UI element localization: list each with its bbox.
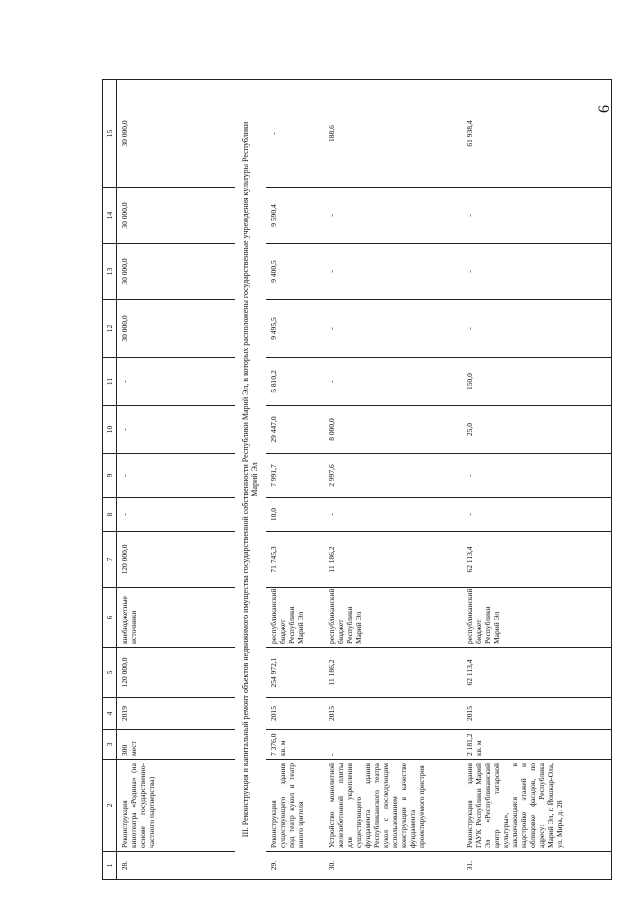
total-cost: 11 186,2 xyxy=(324,648,462,698)
header-cell: 14 xyxy=(103,188,117,244)
year: 2015 xyxy=(462,698,612,730)
value-col8: - xyxy=(462,498,612,532)
header-cell: 9 xyxy=(103,454,117,498)
value-col13: 30 000,0 xyxy=(117,244,235,300)
funding-source: республиканский бюджет Республики Марий Эл xyxy=(324,588,462,648)
header-cell: 12 xyxy=(103,300,117,358)
year: 2019 xyxy=(117,698,235,730)
value-col14: 9 590,4 xyxy=(266,188,324,244)
value-col8: - xyxy=(117,498,235,532)
object-name: Реконструкция существующего здания под театр кукол и театр юного зрителя xyxy=(266,760,324,852)
header-cell: 6 xyxy=(103,588,117,648)
year: 2015 xyxy=(324,698,462,730)
header-cell: 10 xyxy=(103,406,117,454)
section-title: III. Реконструкция и капитальный ремонт объектов недвижимого имущества государственной собственности Республики Марий Эл, в которых расположены государственные учреждения культуры Республики Марий Эл xyxy=(235,80,266,880)
table-row xyxy=(462,80,612,880)
row-number: 28. xyxy=(117,852,235,880)
program-table xyxy=(102,79,612,880)
funding-source: республиканский бюджет Республики Марий Эл xyxy=(266,588,324,648)
value-col7: 71 745,3 xyxy=(266,532,324,588)
value-col12: - xyxy=(462,300,612,358)
header-cell: 4 xyxy=(103,698,117,730)
value-col14: - xyxy=(324,188,462,244)
object-name: Устройство монолитной железобетонной плиты для укрепления существующего фундамента здания Республиканского театра кукол с последующим использованием конструкции в качестве фундамента проектируемого пристроя xyxy=(324,760,462,852)
value-col11: - xyxy=(324,358,462,406)
header-cell: 1 xyxy=(103,852,117,880)
value-col10: 25,0 xyxy=(462,406,612,454)
funding-source: республиканский бюджет Республики Марий Эл xyxy=(462,588,612,648)
table-row xyxy=(117,80,235,880)
total-cost: 120 000,0 xyxy=(117,648,235,698)
capacity: 2 181,2 кв. м xyxy=(462,730,612,760)
header-cell: 15 xyxy=(103,80,117,188)
total-cost: 254 972,1 xyxy=(266,648,324,698)
header-cell: 7 xyxy=(103,532,117,588)
object-name: Реконструкция здания ГАУК Республики Марий Эл «Республиканский центр татарской культуры», заключающаяся в надстройке этажей и облицовке фасадов, по адресу: Республика Марий Эл, г. Йошкар-Ола, ул. Мира, д. 28 xyxy=(462,760,612,852)
value-col11: 150,0 xyxy=(462,358,612,406)
header-cell: 5 xyxy=(103,648,117,698)
value-col15: 30 000,0 xyxy=(117,80,235,188)
value-col8: 10,0 xyxy=(266,498,324,532)
object-name: Реконструкция кинотеатра «Родина» (на основе государственно-частного партнерства) xyxy=(117,760,235,852)
value-col11: - xyxy=(117,358,235,406)
year: 2015 xyxy=(266,698,324,730)
total-cost: 62 113,4 xyxy=(462,648,612,698)
capacity: 7 376,0 кв. м xyxy=(266,730,324,760)
value-col8: - xyxy=(324,498,462,532)
value-col15: 61 938,4 xyxy=(462,80,612,188)
header-cell: 2 xyxy=(103,760,117,852)
value-col10: 8 000,0 xyxy=(324,406,462,454)
value-col13: - xyxy=(462,244,612,300)
value-col13: - xyxy=(324,244,462,300)
funding-source: внебюджетные источники xyxy=(117,588,235,648)
value-col15: - xyxy=(266,80,324,188)
value-col7: 120 000,0 xyxy=(117,532,235,588)
value-col14: 30 000,0 xyxy=(117,188,235,244)
header-cell: 3 xyxy=(103,730,117,760)
page-number: 6 xyxy=(596,105,613,113)
value-col11: 5 810,2 xyxy=(266,358,324,406)
value-col9: - xyxy=(117,454,235,498)
value-col7: 11 186,2 xyxy=(324,532,462,588)
value-col15: 188,6 xyxy=(324,80,462,188)
value-col10: - xyxy=(117,406,235,454)
header-cell: 13 xyxy=(103,244,117,300)
rotated-table-container xyxy=(102,80,637,880)
value-col10: 29 447,0 xyxy=(266,406,324,454)
value-col14: - xyxy=(462,188,612,244)
value-col12: 30 000,0 xyxy=(117,300,235,358)
value-col13: 9 400,5 xyxy=(266,244,324,300)
section-row xyxy=(235,80,266,880)
row-number: 29. xyxy=(266,852,324,880)
value-col9: - xyxy=(462,454,612,498)
row-number: 31. xyxy=(462,852,612,880)
header-cell: 11 xyxy=(103,358,117,406)
row-number: 30. xyxy=(324,852,462,880)
value-col12: 9 495,5 xyxy=(266,300,324,358)
capacity: - xyxy=(324,730,462,760)
table-header-row xyxy=(103,80,117,880)
value-col9: 7 991,7 xyxy=(266,454,324,498)
value-col9: 2 997,6 xyxy=(324,454,462,498)
header-cell: 8 xyxy=(103,498,117,532)
table-row xyxy=(266,80,324,880)
value-col7: 62 113,4 xyxy=(462,532,612,588)
capacity: 300 мест xyxy=(117,730,235,760)
value-col12: - xyxy=(324,300,462,358)
table-row xyxy=(324,80,462,880)
